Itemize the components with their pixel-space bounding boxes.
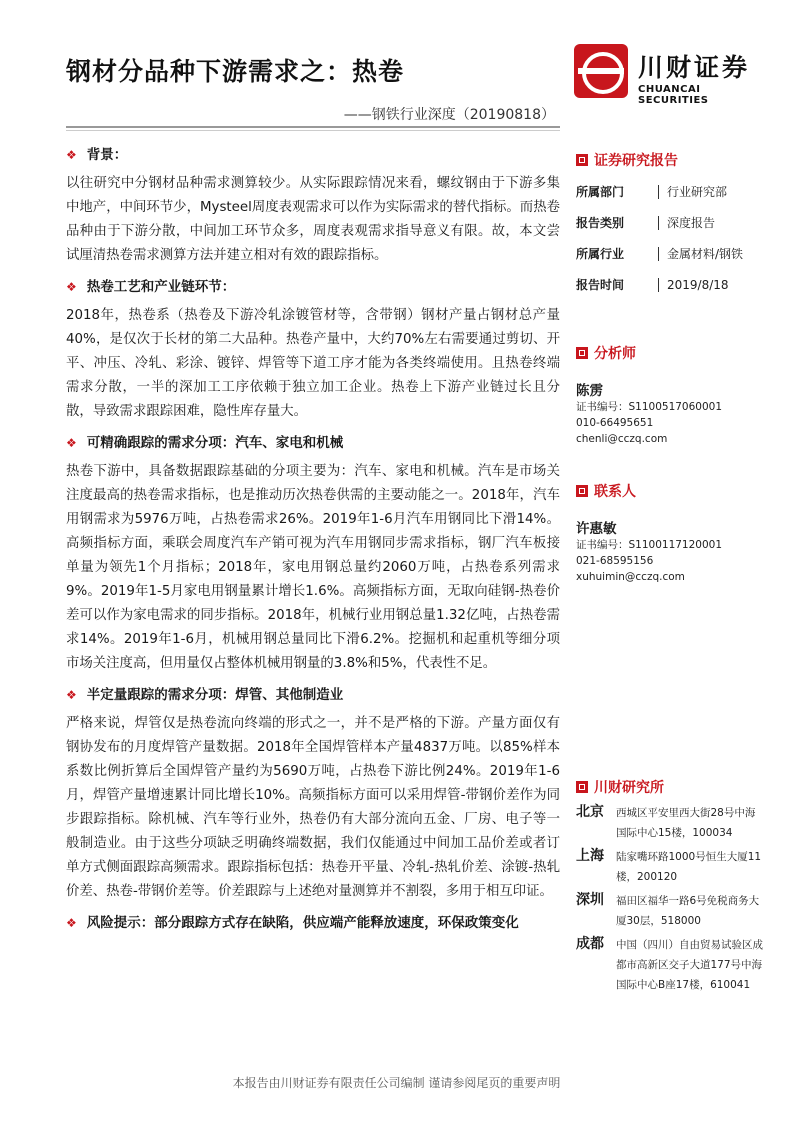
company-logo — [574, 44, 774, 104]
report-title: 钢材分品种下游需求之：热卷 — [66, 57, 405, 86]
info-row-department: 所属部门 行业研究部 — [576, 185, 728, 199]
sidebar-analyst — [576, 343, 766, 447]
info-row-date: 报告时间 2019/8/18 — [576, 278, 729, 292]
diamond-bullet-icon: ❖ — [66, 688, 77, 702]
risk-warning — [66, 912, 560, 934]
institute-heading: 川财研究所 — [594, 780, 664, 796]
section-paragraph: 以往研究中分钢材品种需求测算较少。从实际跟踪情况来看，螺纹钢由于下游多集中地产，中间环节少，Mysteel周度表观需求可以作为实际需求的替代指标。而热卷品种由于下游分散，中间加工环节众多，周度表观需求指导意义有限。故，本文尝试厘清热卷需求测算方法并建立相对有效的跟踪指标。 — [66, 176, 560, 263]
section-process-chain — [66, 276, 560, 424]
office-shenzhen: 深圳 福田区福华一路6号免税商务大厦30层，518000 — [576, 892, 760, 927]
section-paragraph: 热卷下游中，具备数据跟踪基础的分项主要为：汽车、家电和机械。汽车是市场关注度最高的热卷需求指标，也是推动历次热卷供需的主要动能之一。2018年，汽车用钢需求为5976万吨，占热卷需求26%。2019年1-6月汽车用钢同比下滑14%。高频指标方面，乘联会周度汽车产销可视为汽车用钢同步需求指标，钢厂汽车板接单量为领先1个月指标；2018年，家电用钢总量约2060万吨，占热卷系列需求9%。2019年1-5月家电用钢量累计增长1.6%。高频指标方面，无取向硅钢-热卷价差可以作为家电需求的同步指标。2018年，机械行业用钢总量1.32亿吨，占热卷需求14%。2019年1-6月，机械用钢总量同比下滑6.2%。挖掘机和起重机等细分项市场关注度高，但用量仅占整体机械用钢量的3.8%和5%，代表性不足。 — [66, 464, 560, 671]
main-content — [66, 144, 560, 934]
logo-chinese-name: 川财证券 — [638, 53, 751, 82]
section-background — [66, 144, 560, 268]
office-chengdu: 成都 中国（四川）自由贸易试验区成都市高新区交子大道177号中海国际中心B座17楼，610041 — [576, 936, 763, 991]
section-heading: 半定量跟踪的需求分项：焊管、其他制造业 — [86, 687, 344, 703]
diamond-bullet-icon: ❖ — [66, 148, 77, 162]
analyst-phone: 010-66495651 — [576, 417, 654, 429]
analyst-cert: 证书编号：S1100517060001 — [576, 401, 723, 413]
analyst-email[interactable]: chenli@cczq.com — [576, 433, 668, 445]
section-semi-quant-demand — [66, 684, 560, 904]
header-rule-thin — [66, 130, 560, 131]
square-bullet-icon — [576, 154, 588, 166]
risk-text: 风险提示：部分跟踪方式存在缺陷，供应端产能释放速度，环保政策变化 — [86, 915, 519, 931]
section-paragraph: 2018年，热卷系（热卷及下游冷轧涂镀管材等，含带钢）钢材产量占钢材总产量40%，是仅次于长材的第二大品种。热卷产量中，大约70%左右需要通过剪切、开平、冲压、冷轧、彩涂、镀锌、焊管等下道工序才能为各类终端使用。且热卷终端需求分散，一半的深加工工序依赖于独立加工企业。热卷上下游产业链过长且分散，导致需求跟踪困难，隐性库存量大。 — [66, 308, 560, 419]
office-shanghai: 上海 陆家嘴环路1000号恒生大厦11楼，200120 — [576, 848, 762, 883]
section-heading: 可精确跟踪的需求分项：汽车、家电和机械 — [86, 435, 344, 451]
contact-name: 许惠敏 — [576, 521, 617, 537]
section-paragraph: 严格来说，焊管仅是热卷流向终端的形式之一，并不是严格的下游。产量方面仅有钢协发布的月度焊管产量数据。2018年全国焊管样本产量4837万吨。以85%样本系数比例折算后全国焊管产量约为5690万吨，占热卷下游比例24%。2019年1-6月，焊管产量增速累计同比增长10%。高频指标方面可以采用焊管-带钢价差作为同步跟踪指标。除机械、汽车等行业外，热卷仍有大部分流向五金、厂房、电子等一般制造业。由于这些分项缺乏明确终端数据，我们仅能通过中间加工品价差或者订单方式侧面跟踪高频需求。跟踪指标包括：热卷开平量、冷轧-热轧价差、涂镀-热轧价差、热卷-带钢价差等。价差跟踪与上述绝对量测算并不割裂，多用于相互印证。 — [66, 716, 560, 899]
logo-mark-icon — [574, 44, 628, 98]
sidebar-institute — [576, 777, 766, 999]
page-footer: 本报告由川财证券有限责任公司编制 谨请参阅尾页的重要声明 — [232, 1076, 561, 1090]
sidebar-report-info — [576, 150, 766, 306]
contact-email[interactable]: xuhuimin@cczq.com — [576, 571, 685, 583]
info-row-industry: 所属行业 金属材料/钢铁 — [576, 247, 744, 261]
square-bullet-icon — [576, 347, 588, 359]
square-bullet-icon — [576, 781, 588, 793]
logo-english-name: CHUANCAI SECURITIES — [638, 84, 709, 106]
square-bullet-icon — [576, 485, 588, 497]
sidebar-contact — [576, 481, 766, 585]
contact-phone: 021-68595156 — [576, 555, 654, 567]
section-heading: 背景： — [86, 147, 128, 163]
diamond-bullet-icon: ❖ — [66, 916, 77, 930]
analyst-name: 陈雳 — [576, 383, 603, 399]
office-beijing: 北京 西城区平安里西大街28号中海国际中心15楼，100034 — [576, 804, 756, 839]
contact-cert: 证书编号：S1100117120001 — [576, 539, 723, 551]
diamond-bullet-icon: ❖ — [66, 436, 77, 450]
contact-heading: 联系人 — [594, 484, 636, 500]
section-heading: 热卷工艺和产业链环节： — [86, 279, 236, 295]
info-row-category: 报告类别 深度报告 — [576, 216, 716, 230]
header-rule — [66, 126, 560, 128]
analyst-heading: 分析师 — [594, 346, 636, 362]
section-precise-demand — [66, 432, 560, 676]
report-subtitle: ——钢铁行业深度（20190818） — [343, 107, 555, 123]
report-info-heading: 证券研究报告 — [594, 153, 678, 169]
diamond-bullet-icon: ❖ — [66, 280, 77, 294]
